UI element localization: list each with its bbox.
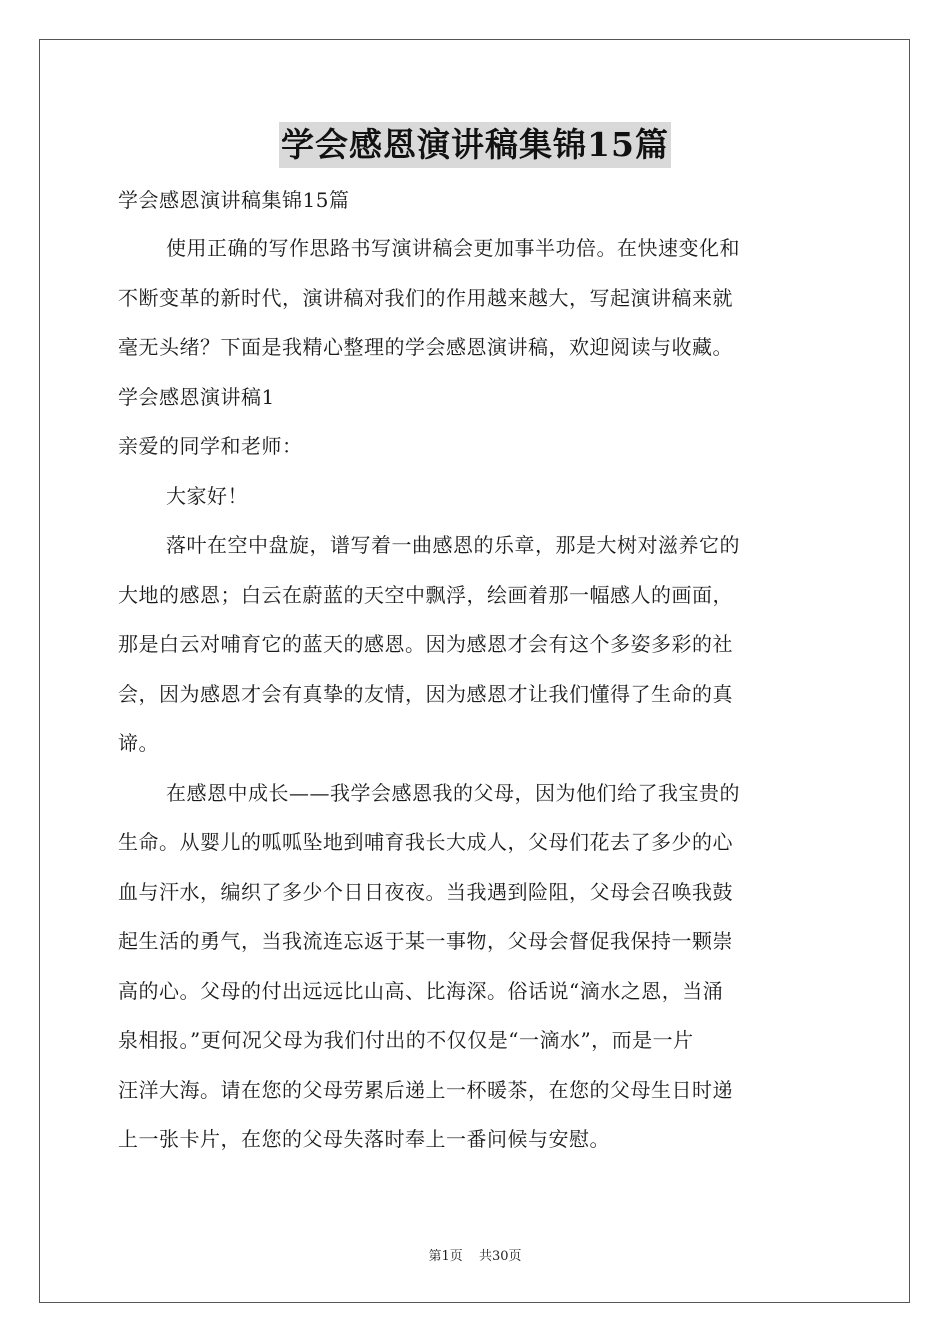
text-line: 高的心。父母的付出远远比山高、比海深。俗话说“滴水之恩，当涌: [118, 978, 724, 1003]
page-total: 共30页: [478, 1249, 522, 1264]
text-line: 泉相报。”更何况父母为我们付出的不仅仅是“一滴水”，而是一片: [118, 1028, 694, 1052]
text-line: 落叶在空中盘旋，谱写着一曲感恩的乐章，那是大树对滋养它的: [166, 533, 740, 557]
text-line: 大地的感恩；白云在蔚蓝的天空中飘浮，绘画着那一幅感人的画面，: [118, 582, 733, 607]
text-line: 使用正确的写作思路书写演讲稿会更加事半功倍。在快速变化和: [166, 236, 740, 260]
text-line: 不断变革的新时代，演讲稿对我们的作用越来越大，写起演讲稿来就: [118, 285, 733, 310]
text-line: 亲爱的同学和老师：: [118, 434, 303, 458]
text-line: 血与汗水，编织了多少个日日夜夜。当我遇到险阻，父母会召唤我鼓: [118, 879, 733, 904]
text-line: 学会感恩演讲稿1: [118, 384, 275, 409]
text-line: 谛。: [118, 731, 159, 755]
title-container: [0, 122, 950, 168]
text-line: 大家好！: [166, 483, 248, 508]
page-number: 第1页: [428, 1249, 463, 1264]
text-line: 生命。从婴儿的呱呱坠地到哺育我长大成人，父母们花去了多少的心: [118, 830, 733, 854]
page-footer: [0, 1245, 950, 1264]
text-line: 上一张卡片，在您的父母失落时奉上一番问候与安慰。: [118, 1127, 610, 1151]
text-line: 在感恩中成长——我学会感恩我的父母，因为他们给了我宝贵的: [166, 780, 740, 805]
text-line: 起生活的勇气，当我流连忘返于某一事物，父母会督促我保持一颗崇: [118, 929, 733, 953]
document-body: [118, 176, 834, 1165]
text-line: 那是白云对哺育它的蓝天的感恩。因为感恩才会有这个多姿多彩的社: [118, 632, 733, 656]
text-line: 毫无头绪？下面是我精心整理的学会感恩演讲稿，欢迎阅读与收藏。: [118, 335, 733, 359]
text-line: 汪洋大海。请在您的父母劳累后递上一杯暖茶，在您的父母生日时递: [118, 1077, 733, 1102]
text-line: 会，因为感恩才会有真挚的友情，因为感恩才让我们懂得了生命的真: [118, 681, 733, 706]
text-line: 学会感恩演讲稿集锦15篇: [118, 188, 350, 212]
document-title: 学会感恩演讲稿集锦15篇: [279, 122, 671, 168]
